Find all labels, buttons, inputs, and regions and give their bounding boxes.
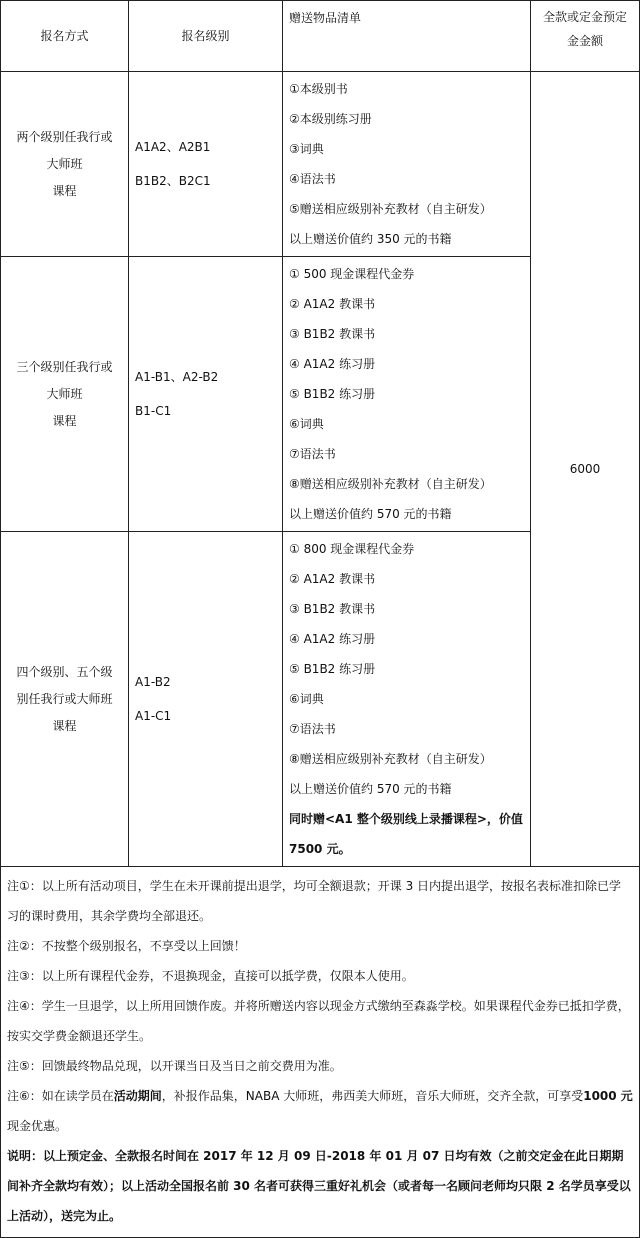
note-4: 注④：学生一旦退学，以上所用回馈作废。并将所赠送内容以现金方式缴纳至森淼学校。如果课程代金券已抵扣学费，按实交学费金额退还学生。 — [7, 999, 630, 1043]
gift-item: ②本级别练习册 — [289, 112, 372, 126]
gifts-cell — [283, 532, 531, 867]
note-1: 注①：以上所有活动项目，学生在未开课前提出退学，均可全额退款；开课 3 日内提出退学，按报名表标准扣除已学习的课时费用，其余学费均全部退还。 — [7, 879, 622, 923]
level-line: B1-C1 — [135, 404, 172, 418]
level-cell — [129, 532, 283, 867]
level-cell — [129, 257, 283, 532]
level-line: A1-C1 — [135, 709, 172, 723]
note-6-bold-amount: 1000 元 — [583, 1089, 633, 1103]
explanation — [7, 1141, 633, 1231]
header-level: 报名级别 — [129, 1, 283, 72]
gift-item: ② A1A2 教课书 — [289, 572, 376, 586]
gift-item: ④ A1A2 练习册 — [289, 357, 376, 371]
gift-item: ① 500 现金课程代金券 — [289, 267, 415, 281]
level-line: B1B2、B2C1 — [135, 174, 211, 188]
note-3: 注③：以上所有课程代金券，不退换现金，直接可以抵学费，仅限本人使用。 — [7, 969, 414, 983]
method-line: 课程 — [52, 413, 77, 428]
amount-cell: 6000 — [531, 72, 640, 867]
method-line: 课程 — [52, 183, 77, 198]
method-line: 三个级别任我行或 — [16, 359, 113, 374]
gift-item: ⑦语法书 — [289, 722, 336, 736]
note-6-bold-period: 活动期间 — [113, 1089, 162, 1103]
header-amount-line2: 金金额 — [566, 34, 603, 48]
note-5: 注⑤：回馈最终物品兑现，以开课当日及当日之前交费用为准。 — [7, 1059, 342, 1073]
gift-item: ⑧赠送相应级别补充教材（自主研发） — [289, 752, 492, 766]
gift-bonus: 同时赠<A1 整个级别线上录播课程>，价值 7500 元。 — [289, 812, 523, 856]
note-6-post: 现金优惠。 — [7, 1119, 68, 1133]
gifts-cell — [283, 257, 531, 532]
method-cell — [1, 257, 129, 532]
level-cell — [129, 72, 283, 257]
gift-item: ⑧赠送相应级别补充教材（自主研发） — [289, 477, 492, 491]
level-line: A1-B1、A2-B2 — [135, 370, 219, 384]
header-amount-line1: 全款或定金预定 — [542, 10, 627, 24]
gift-item: 以上赠送价值约 570 元的书籍 — [289, 507, 452, 521]
method-line: 大师班 — [46, 386, 83, 401]
gift-item: ⑦语法书 — [289, 447, 336, 461]
note-2: 注②：不按整个级别报名，不享受以上回馈！ — [7, 939, 246, 953]
gift-item: ⑤ B1B2 练习册 — [289, 387, 376, 401]
notes-cell — [1, 867, 640, 1238]
gift-item: ③ B1B2 教课书 — [289, 602, 376, 616]
gift-item: 以上赠送价值约 350 元的书籍 — [289, 232, 452, 246]
method-line: 两个级别任我行或 — [16, 129, 113, 144]
gift-item: ①本级别书 — [289, 82, 348, 96]
header-method: 报名方式 — [1, 1, 129, 72]
gift-item: ③词典 — [289, 142, 324, 156]
method-line: 别任我行或大师班 — [16, 691, 113, 706]
level-line: A1-B2 — [135, 675, 171, 689]
notes-row — [1, 867, 640, 1238]
gift-item: ⑤ B1B2 练习册 — [289, 662, 376, 676]
gift-item: 以上赠送价值约 570 元的书籍 — [289, 782, 452, 796]
gift-item: ③ B1B2 教课书 — [289, 327, 376, 341]
gift-item: ④ A1A2 练习册 — [289, 632, 376, 646]
gift-item: ⑥词典 — [289, 692, 324, 706]
level-line: A1A2、A2B1 — [135, 140, 211, 154]
method-line: 大师班 — [46, 156, 83, 171]
method-line: 课程 — [52, 718, 77, 733]
note-6-mid: ，补报作品集，NABA 大师班，弗西美大师班，音乐大师班，交齐全款，可享受 — [161, 1089, 584, 1103]
note-6 — [7, 1081, 633, 1141]
explanation-text: 说明：以上预定金、全款报名时间在 2017 年 12 月 09 日-2018 年 01 月 07 日均有效（之前交定金在此日期期间补齐全款均有效）；以上活动全国报名前 30 名者可获得三重好礼机会（或者每一名顾问老师均只限 2 名学员享受以上活动），送完为止。 — [7, 1149, 631, 1223]
gift-item: ⑥词典 — [289, 417, 324, 431]
header-row — [1, 1, 640, 72]
method-cell — [1, 532, 129, 867]
table-row — [1, 72, 640, 257]
gift-item: ⑤赠送相应级别补充教材（自主研发） — [289, 202, 492, 216]
gifts-cell — [283, 72, 531, 257]
method-cell — [1, 72, 129, 257]
gift-item: ② A1A2 教课书 — [289, 297, 376, 311]
gift-item: ① 800 现金课程代金券 — [289, 542, 415, 556]
note-6-pre: 注⑥：如在读学员在 — [7, 1089, 114, 1103]
header-gifts: 赠送物品清单 — [283, 1, 531, 72]
gift-item: ④语法书 — [289, 172, 336, 186]
header-amount — [531, 1, 640, 72]
method-line: 四个级别、五个级 — [16, 664, 113, 679]
